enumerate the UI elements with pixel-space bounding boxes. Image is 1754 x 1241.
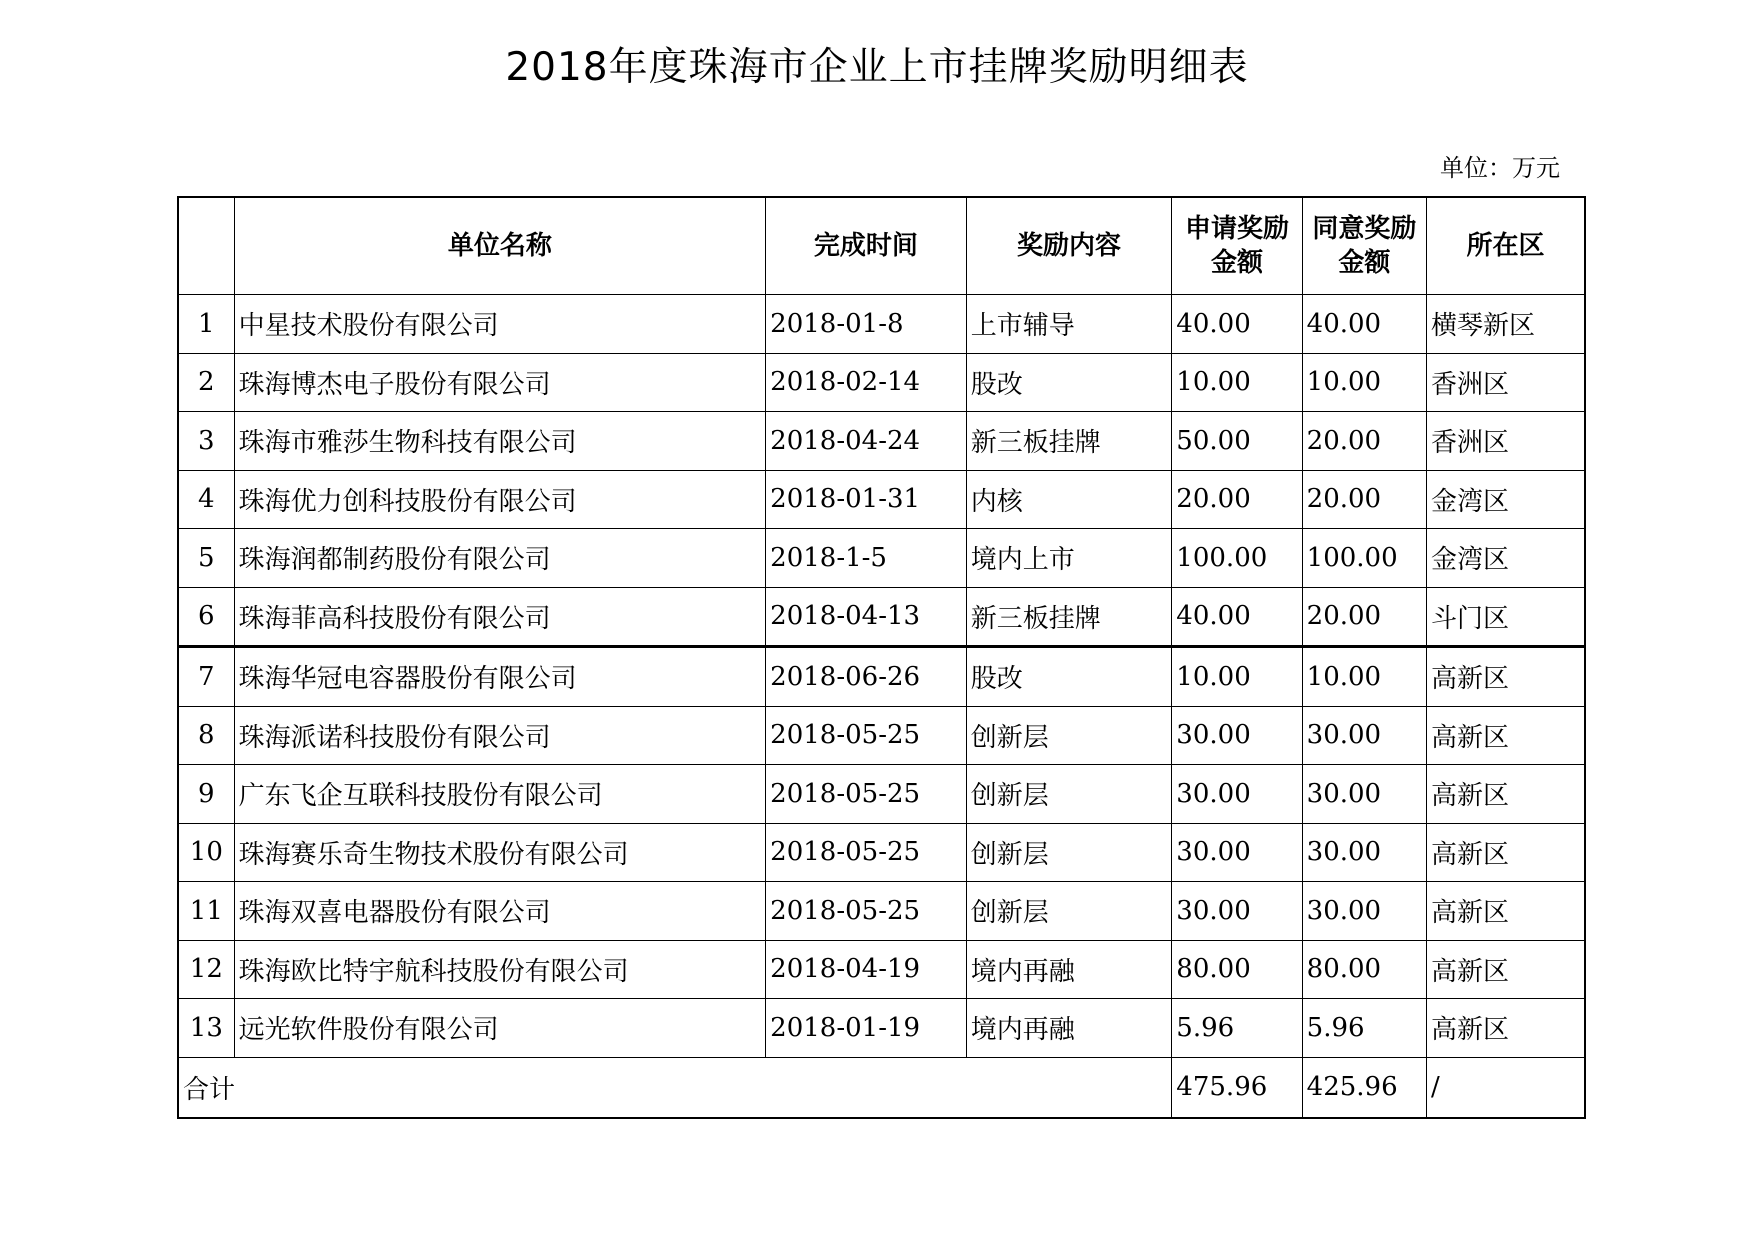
row-district: 高新区: [1427, 765, 1586, 824]
header-approved: 同意奖励金额: [1302, 197, 1426, 295]
row-index: 4: [178, 470, 234, 529]
row-approved: 20.00: [1302, 587, 1426, 647]
row-approved: 20.00: [1302, 412, 1426, 471]
row-name: 中星技术股份有限公司: [234, 295, 766, 354]
row-index: 12: [178, 940, 234, 999]
row-applied: 20.00: [1172, 470, 1302, 529]
row-district: 高新区: [1427, 823, 1586, 882]
row-date: 2018-04-13: [766, 587, 967, 647]
row-approved: 30.00: [1302, 882, 1426, 941]
total-label: 合计: [178, 1057, 1172, 1118]
row-approved: 5.96: [1302, 999, 1426, 1058]
header-row: [178, 197, 1585, 295]
row-date: 2018-05-25: [766, 882, 967, 941]
row-content: 境内上市: [966, 529, 1172, 588]
row-name: 广东飞企互联科技股份有限公司: [234, 765, 766, 824]
row-content: 股改: [966, 647, 1172, 707]
row-approved: 20.00: [1302, 470, 1426, 529]
row-content: 内核: [966, 470, 1172, 529]
row-index: 6: [178, 587, 234, 647]
row-district: 金湾区: [1427, 529, 1586, 588]
row-content: 新三板挂牌: [966, 412, 1172, 471]
table-row: [178, 823, 1585, 882]
row-name: 远光软件股份有限公司: [234, 999, 766, 1058]
row-district: 金湾区: [1427, 470, 1586, 529]
row-name: 珠海博杰电子股份有限公司: [234, 353, 766, 412]
row-name: 珠海润都制药股份有限公司: [234, 529, 766, 588]
table-row: [178, 470, 1585, 529]
row-index: 3: [178, 412, 234, 471]
row-approved: 30.00: [1302, 706, 1426, 765]
row-applied: 80.00: [1172, 940, 1302, 999]
row-content: 股改: [966, 353, 1172, 412]
row-approved: 100.00: [1302, 529, 1426, 588]
row-district: 香洲区: [1427, 353, 1586, 412]
row-content: 上市辅导: [966, 295, 1172, 354]
row-applied: 30.00: [1172, 706, 1302, 765]
row-content: 新三板挂牌: [966, 587, 1172, 647]
row-date: 2018-01-31: [766, 470, 967, 529]
row-applied: 50.00: [1172, 412, 1302, 471]
header-date: 完成时间: [766, 197, 967, 295]
row-applied: 5.96: [1172, 999, 1302, 1058]
award-table: [177, 196, 1586, 1119]
total-approved: 425.96: [1302, 1057, 1426, 1118]
row-content: 创新层: [966, 765, 1172, 824]
row-date: 2018-1-5: [766, 529, 967, 588]
row-date: 2018-05-25: [766, 823, 967, 882]
table-row: [178, 647, 1585, 707]
table-row: [178, 999, 1585, 1058]
row-index: 5: [178, 529, 234, 588]
row-content: 创新层: [966, 882, 1172, 941]
row-date: 2018-05-25: [766, 765, 967, 824]
row-content: 创新层: [966, 823, 1172, 882]
row-approved: 30.00: [1302, 765, 1426, 824]
row-name: 珠海派诺科技股份有限公司: [234, 706, 766, 765]
row-district: 高新区: [1427, 940, 1586, 999]
row-approved: 30.00: [1302, 823, 1426, 882]
row-name: 珠海优力创科技股份有限公司: [234, 470, 766, 529]
row-approved: 40.00: [1302, 295, 1426, 354]
table-row: [178, 940, 1585, 999]
row-index: 8: [178, 706, 234, 765]
header-district: 所在区: [1427, 197, 1586, 295]
row-approved: 10.00: [1302, 353, 1426, 412]
row-name: 珠海华冠电容器股份有限公司: [234, 647, 766, 707]
table-row: [178, 412, 1585, 471]
row-district: 横琴新区: [1427, 295, 1586, 354]
row-index: 13: [178, 999, 234, 1058]
row-name: 珠海市雅莎生物科技有限公司: [234, 412, 766, 471]
table-row: [178, 706, 1585, 765]
table-row: [178, 295, 1585, 354]
total-applied: 475.96: [1172, 1057, 1302, 1118]
row-district: 斗门区: [1427, 587, 1586, 647]
row-index: 1: [178, 295, 234, 354]
table-row: [178, 587, 1585, 647]
table-row: [178, 529, 1585, 588]
total-row: [178, 1057, 1585, 1118]
row-district: 高新区: [1427, 647, 1586, 707]
row-applied: 10.00: [1172, 353, 1302, 412]
table-row: [178, 353, 1585, 412]
row-index: 2: [178, 353, 234, 412]
row-date: 2018-06-26: [766, 647, 967, 707]
row-applied: 30.00: [1172, 765, 1302, 824]
row-date: 2018-04-24: [766, 412, 967, 471]
row-index: 11: [178, 882, 234, 941]
row-index: 10: [178, 823, 234, 882]
unit-label: 单位：万元: [1440, 154, 1560, 182]
row-applied: 10.00: [1172, 647, 1302, 707]
row-name: 珠海赛乐奇生物技术股份有限公司: [234, 823, 766, 882]
row-name: 珠海双喜电器股份有限公司: [234, 882, 766, 941]
table-row: [178, 882, 1585, 941]
total-district: /: [1427, 1057, 1586, 1118]
header-index: [178, 197, 234, 295]
row-date: 2018-01-19: [766, 999, 967, 1058]
row-content: 境内再融: [966, 999, 1172, 1058]
row-index: 7: [178, 647, 234, 707]
header-name: 单位名称: [234, 197, 766, 295]
row-district: 高新区: [1427, 999, 1586, 1058]
row-date: 2018-04-19: [766, 940, 967, 999]
row-index: 9: [178, 765, 234, 824]
row-content: 创新层: [966, 706, 1172, 765]
row-name: 珠海菲高科技股份有限公司: [234, 587, 766, 647]
header-content: 奖励内容: [966, 197, 1172, 295]
row-approved: 80.00: [1302, 940, 1426, 999]
row-content: 境内再融: [966, 940, 1172, 999]
row-approved: 10.00: [1302, 647, 1426, 707]
row-district: 高新区: [1427, 882, 1586, 941]
table-row: [178, 765, 1585, 824]
row-applied: 40.00: [1172, 295, 1302, 354]
row-applied: 30.00: [1172, 823, 1302, 882]
row-date: 2018-02-14: [766, 353, 967, 412]
header-applied: 申请奖励金额: [1172, 197, 1302, 295]
row-district: 香洲区: [1427, 412, 1586, 471]
row-applied: 40.00: [1172, 587, 1302, 647]
row-name: 珠海欧比特宇航科技股份有限公司: [234, 940, 766, 999]
page-title: 2018年度珠海市企业上市挂牌奖励明细表: [505, 45, 1249, 90]
row-applied: 30.00: [1172, 882, 1302, 941]
row-applied: 100.00: [1172, 529, 1302, 588]
row-date: 2018-05-25: [766, 706, 967, 765]
row-date: 2018-01-8: [766, 295, 967, 354]
row-district: 高新区: [1427, 706, 1586, 765]
